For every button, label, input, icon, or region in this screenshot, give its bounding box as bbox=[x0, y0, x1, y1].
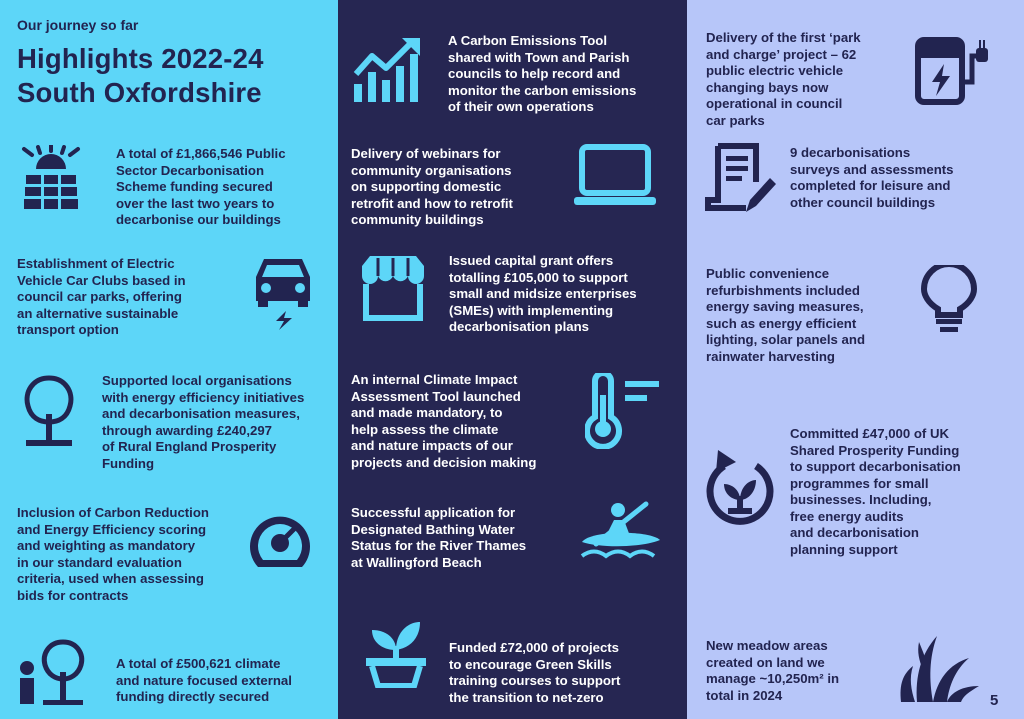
person-tree-icon bbox=[17, 636, 87, 706]
tree-icon bbox=[20, 374, 78, 448]
laptop-icon bbox=[572, 143, 658, 209]
left-item-5-text: A total of £500,621 climate and nature focused external funding directly secured bbox=[116, 656, 292, 704]
right-item-1-text: Delivery of the first ‘park and charge’ project – 62 public electric vehicle changing bays now operational in council car parks bbox=[706, 30, 861, 128]
electric-car-icon bbox=[252, 255, 314, 331]
left-item-4-text: Inclusion of Carbon Reduction and Energy Efficiency scoring and weighting as mandatory in our standard evaluation criteria, used when assessing bids for contracts bbox=[17, 505, 209, 603]
middle-item-1-text: A Carbon Emissions Tool shared with Town and Parish councils to help record and monitor the carbon emissions of their own operations bbox=[448, 33, 637, 114]
middle-item-4-text: An internal Climate Impact Assessment Tool launched and made mandatory, to help assess the climate and nature impacts of our projects and decision making bbox=[351, 372, 537, 470]
renew-plant-icon bbox=[702, 446, 778, 528]
left-item-2-text: Establishment of Electric Vehicle Car Clubs based in council car parks, offering an alternative sustainable transport option bbox=[17, 256, 186, 337]
grass-icon bbox=[893, 630, 983, 704]
right-item-2-text: 9 decarbonisations surveys and assessments completed for leisure and other council buildings bbox=[790, 145, 954, 210]
thermometer-icon bbox=[585, 373, 661, 449]
kayak-icon bbox=[580, 500, 662, 560]
document-pen-icon bbox=[704, 142, 776, 216]
gauge-icon bbox=[244, 505, 316, 575]
solar-panel-icon bbox=[20, 145, 82, 211]
left-item-1-text: A total of £1,866,546 Public Sector Decarbonisation Scheme funding secured over the last two years to decarbonise our buildings bbox=[116, 146, 286, 227]
right-item-4-text: Committed £47,000 of UK Shared Prosperity Funding to support decarbonisation programmes for small businesses. Including, free energy audits and decarbonisation planning support bbox=[790, 426, 961, 557]
ev-charger-icon bbox=[914, 36, 998, 106]
lightbulb-icon bbox=[918, 265, 980, 335]
page-kicker: Our journey so far bbox=[17, 17, 139, 33]
left-item-3-text: Supported local organisations with energy efficiency initiatives and decarbonisation measures, through awarding £240,297 of Rural England Prosperity Funding bbox=[102, 373, 305, 471]
middle-item-5-text: Successful application for Designated Bathing Water Status for the River Thames at Wallingford Beach bbox=[351, 505, 527, 570]
seedling-pot-icon bbox=[364, 620, 428, 688]
rising-chart-icon bbox=[352, 36, 424, 104]
page-title: Highlights 2022-24 South Oxfordshire bbox=[17, 43, 264, 108]
right-item-3-text: Public convenience refurbishments included energy saving measures, such as energy efficient lighting, solar panels and rainwater harvesting bbox=[706, 266, 866, 364]
shop-icon bbox=[358, 252, 428, 322]
middle-item-3-text: Issued capital grant offers totalling £105,000 to support small and midsize enterprises (SMEs) with implementing decarbonisation plans bbox=[449, 253, 637, 334]
page-number: 5 bbox=[990, 692, 999, 709]
middle-item-2-text: Delivery of webinars for community organisations on supporting domestic retrofit and how to retrofit community buildings bbox=[351, 146, 513, 227]
middle-item-6-text: Funded £72,000 of projects to encourage Green Skills training courses to support the transition to net-zero bbox=[449, 640, 621, 705]
right-item-5-text: New meadow areas created on land we manage ~10,250m² in total in 2024 bbox=[706, 638, 840, 703]
